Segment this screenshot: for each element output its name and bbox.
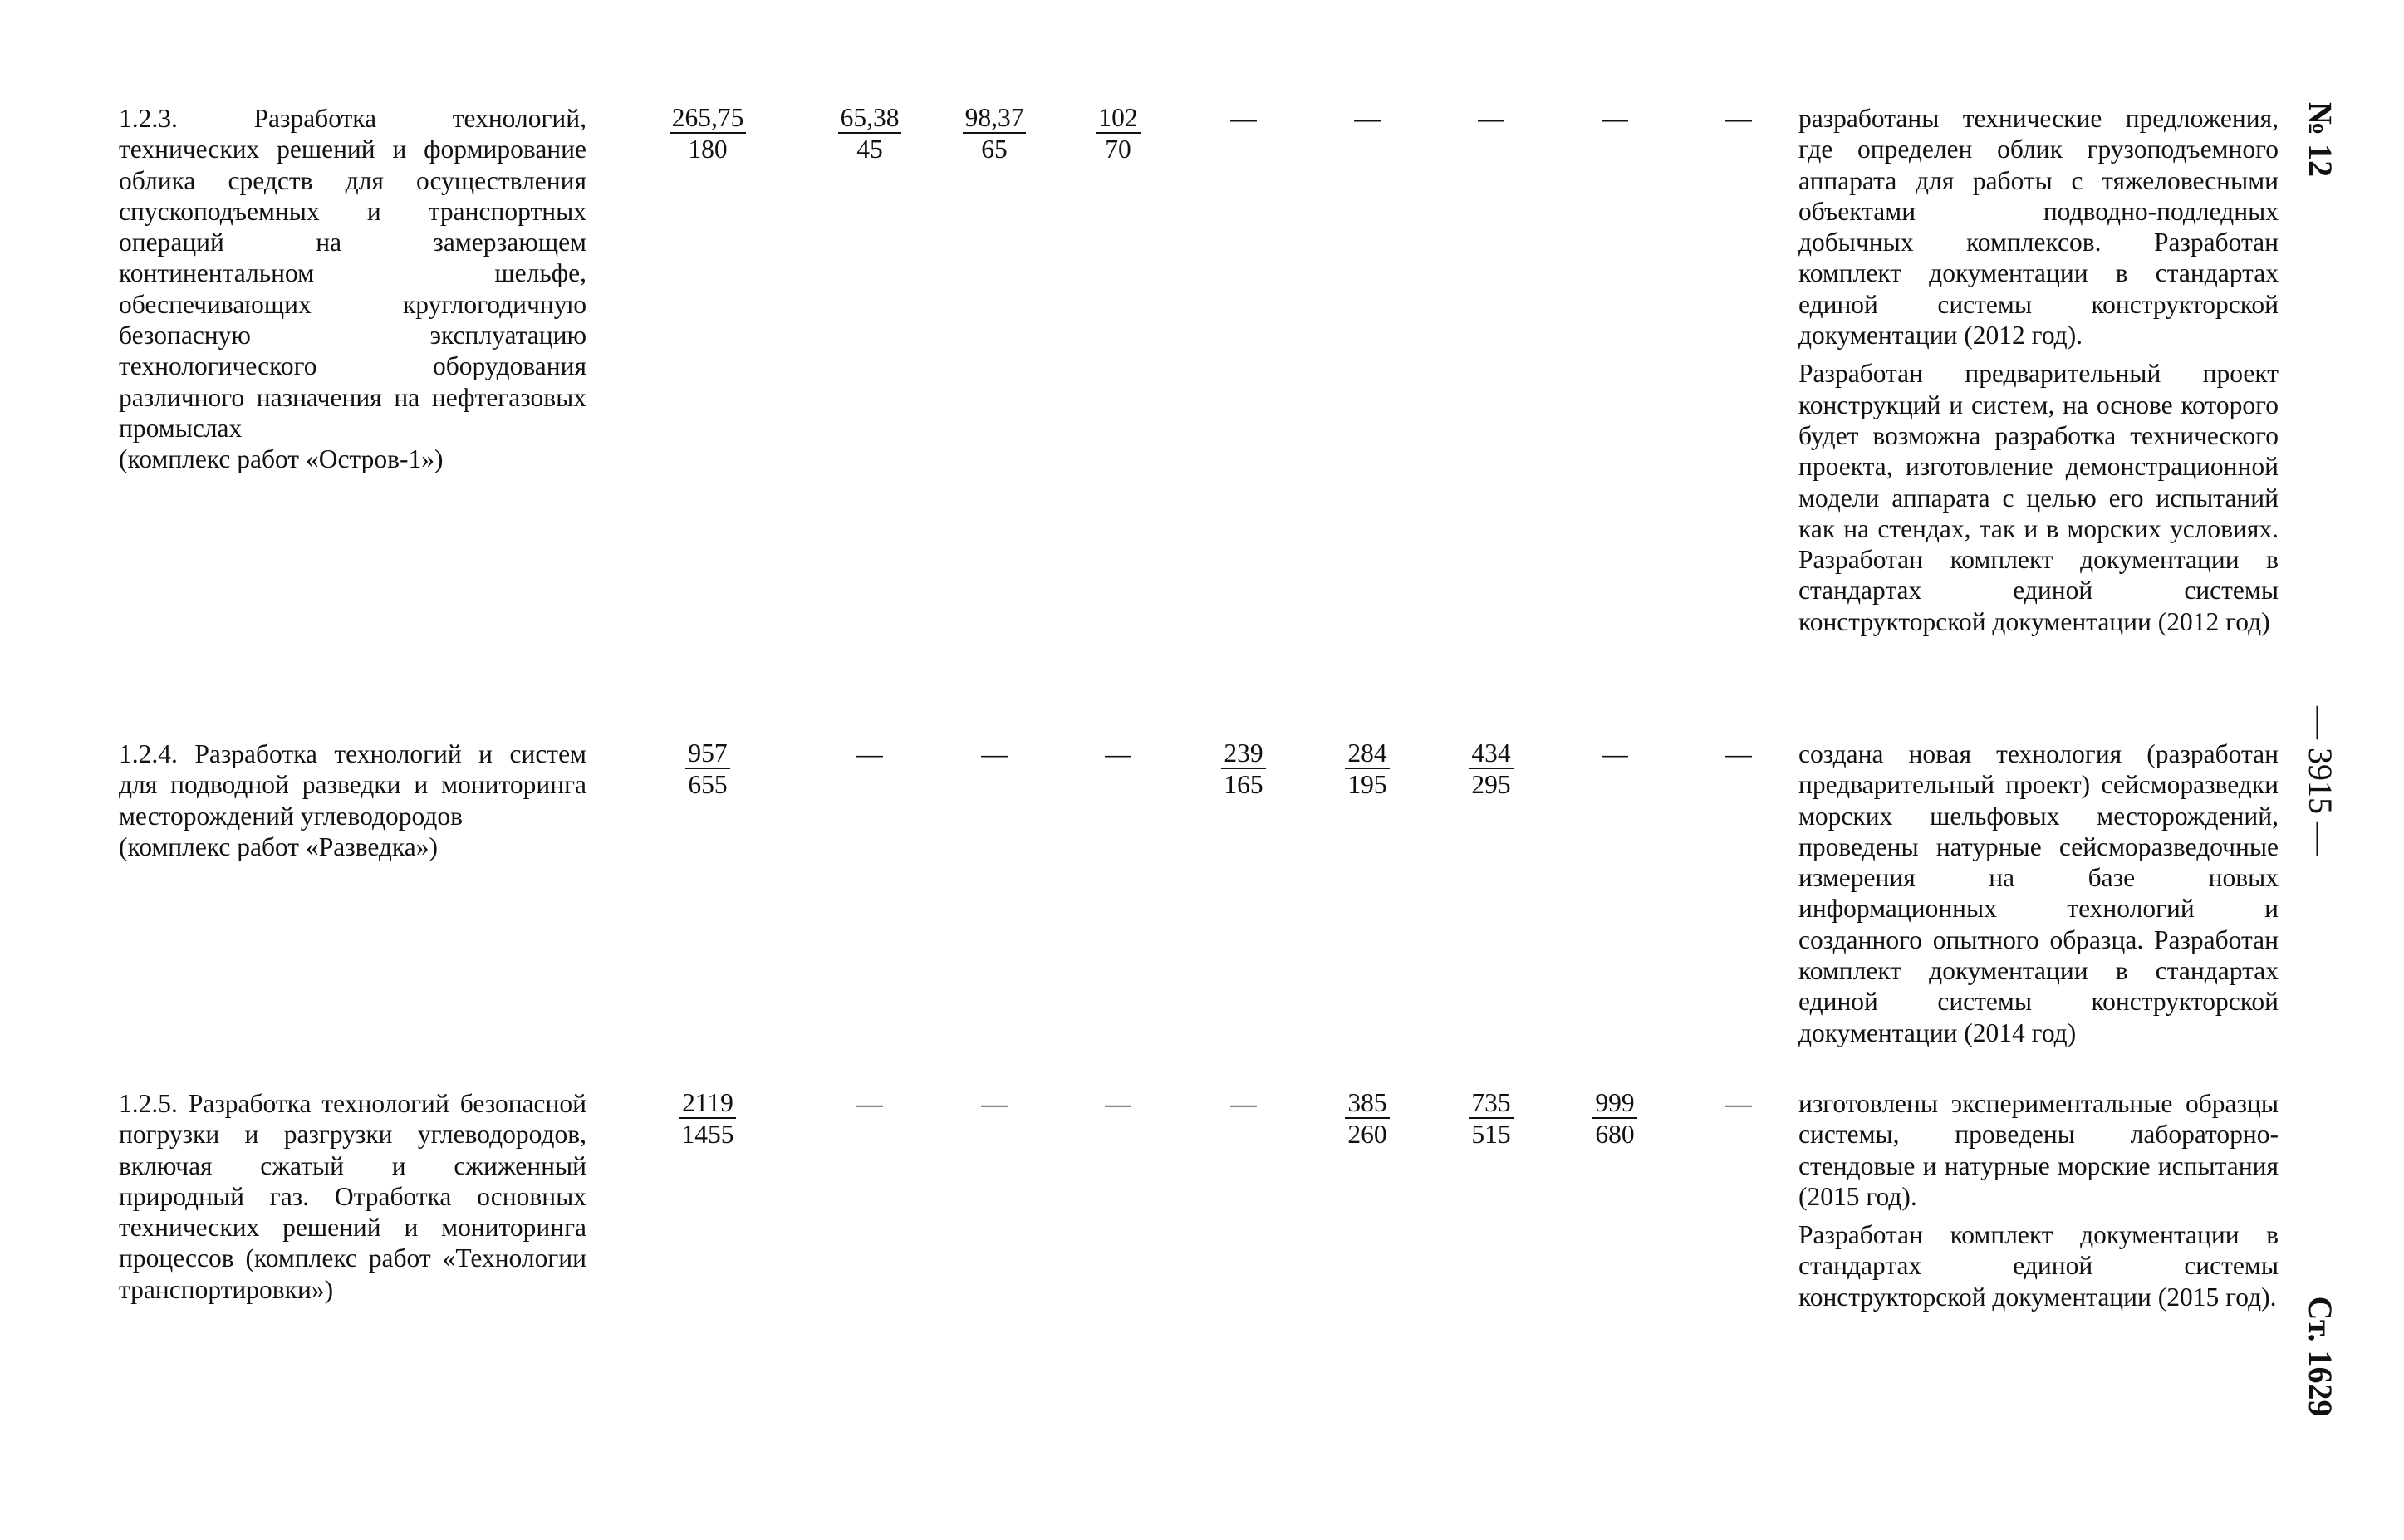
empty-dash: — <box>981 739 1008 768</box>
item-title: 1.2.3. Разработка технологий, технических решений и формирование облика средств для осуществления спускоподъемных и транспортных операций на замерзающем континентальном шельфе, обеспечивающих круглогодичную безопасную эксплуатацию технологического оборудования различного назначения на нефтегазовых промыслах <box>119 104 586 443</box>
empty-dash: — <box>1230 104 1257 133</box>
value-denominator: 260 <box>1347 1120 1387 1149</box>
value-cell <box>1553 1088 1677 1150</box>
value-denominator: 680 <box>1595 1120 1635 1149</box>
item-name <box>119 1088 586 1305</box>
value-cell <box>1553 738 1677 769</box>
value-numerator: 2119 <box>679 1088 736 1119</box>
empty-dash: — <box>1478 104 1504 133</box>
result-paragraph: создана новая технология (разработан предварительный проект) сейсморазведки морских шельфовых месторождений, проведены натурные сейсморазведочные измерения на базе новых информационных технологий и созданного опытного образца. Разработан комплект документации в стандартах единой системы конструкторской документации (2014 год) <box>1798 739 2279 1047</box>
empty-dash: — <box>856 739 883 768</box>
item-name <box>119 103 586 475</box>
value-cell <box>1181 103 1306 134</box>
value-cell <box>1429 738 1553 800</box>
value-denominator: 165 <box>1224 770 1263 799</box>
value-numerator: 434 <box>1469 738 1513 769</box>
empty-dash: — <box>1725 104 1752 133</box>
empty-dash: — <box>1725 739 1752 768</box>
item-complex: (комплекс работ «Остров-1») <box>119 444 444 474</box>
value-cell <box>1181 738 1306 800</box>
value-cell <box>807 738 932 769</box>
value-cell <box>932 1088 1057 1119</box>
empty-dash: — <box>981 1089 1008 1118</box>
value-cell <box>1676 738 1801 769</box>
item-result <box>1798 738 2279 1048</box>
value-cell <box>1676 103 1801 134</box>
value-numerator: 735 <box>1469 1088 1513 1119</box>
value-cell <box>1429 1088 1553 1150</box>
value-cell <box>1429 103 1553 134</box>
value-denominator: 45 <box>856 135 883 164</box>
page-number: — 3915 — <box>2302 706 2339 856</box>
article-number: Ст. 1629 <box>2302 1296 2339 1417</box>
value-cell <box>932 103 1057 164</box>
item-result <box>1798 103 2279 637</box>
value-cell <box>807 1088 932 1119</box>
item-name <box>119 738 586 862</box>
value-numerator: 284 <box>1345 738 1389 769</box>
value-denominator: 655 <box>688 770 728 799</box>
value-cell <box>1305 103 1430 134</box>
value-numerator: 65,38 <box>838 103 902 134</box>
value-cell <box>645 1088 770 1150</box>
value-cell <box>932 738 1057 769</box>
value-numerator: 999 <box>1592 1088 1636 1119</box>
value-denominator: 70 <box>1105 135 1131 164</box>
value-numerator: 239 <box>1221 738 1265 769</box>
value-numerator: 385 <box>1345 1088 1389 1119</box>
value-cell <box>1056 1088 1180 1119</box>
issue-number: № 12 <box>2302 101 2339 178</box>
value-numerator: 102 <box>1096 103 1140 134</box>
value-cell <box>807 103 932 164</box>
empty-dash: — <box>1105 1089 1131 1118</box>
value-cell <box>645 103 770 164</box>
value-cell <box>1056 738 1180 769</box>
value-denominator: 195 <box>1347 770 1387 799</box>
value-denominator: 295 <box>1471 770 1511 799</box>
empty-dash: — <box>1105 739 1131 768</box>
value-cell <box>1305 738 1430 800</box>
empty-dash: — <box>1230 1089 1257 1118</box>
item-title: 1.2.5. Разработка технологий безопасной погрузки и разгрузки углеводородов, включая сжатый и сжиженный природный газ. Отработка основных технических решений и мониторинга процессов (комплекс работ «Технологии транспортировки») <box>119 1089 586 1304</box>
result-paragraph: изготовлены экспериментальные образцы системы, проведены лабораторно-стендовые и натурные морские испытания (2015 год). <box>1798 1089 2279 1211</box>
result-paragraph: Разработан комплект документации в стандартах единой системы конструкторской документации (2015 год). <box>1798 1220 2279 1312</box>
empty-dash: — <box>1602 739 1628 768</box>
item-result <box>1798 1088 2279 1312</box>
value-denominator: 1455 <box>681 1120 734 1149</box>
value-numerator: 957 <box>685 738 729 769</box>
value-numerator: 265,75 <box>670 103 747 134</box>
value-cell <box>645 738 770 800</box>
value-cell <box>1553 103 1677 134</box>
empty-dash: — <box>1354 104 1381 133</box>
value-cell <box>1181 1088 1306 1119</box>
value-denominator: 180 <box>688 135 728 164</box>
value-cell <box>1676 1088 1801 1119</box>
value-denominator: 515 <box>1471 1120 1511 1149</box>
empty-dash: — <box>1725 1089 1752 1118</box>
result-paragraph: Разработан предварительный проект конструкций и систем, на основе которого будет возможна разработка технического проекта, изготовление демонстрационной модели аппарата с целью его испытаний как на стендах, так и в морских условиях. Разработан комплект документации в стандартах единой системы конструкторской документации (2012 год) <box>1798 359 2279 636</box>
result-paragraph: разработаны технические предложения, где определен облик грузоподъемного аппарата для работы с тяжеловесными объектами подводно-подледных добычных комплексов. Разработан комплект документации в стандартах единой системы конструкторской документации (2012 год). <box>1798 104 2279 351</box>
value-denominator: 65 <box>981 135 1008 164</box>
value-cell <box>1305 1088 1430 1150</box>
value-numerator: 98,37 <box>963 103 1027 134</box>
item-complex: (комплекс работ «Разведка») <box>119 831 438 861</box>
empty-dash: — <box>856 1089 883 1118</box>
item-title: 1.2.4. Разработка технологий и систем для подводной разведки и мониторинга месторождений углеводородов <box>119 739 586 831</box>
empty-dash: — <box>1602 104 1628 133</box>
value-cell <box>1056 103 1180 164</box>
